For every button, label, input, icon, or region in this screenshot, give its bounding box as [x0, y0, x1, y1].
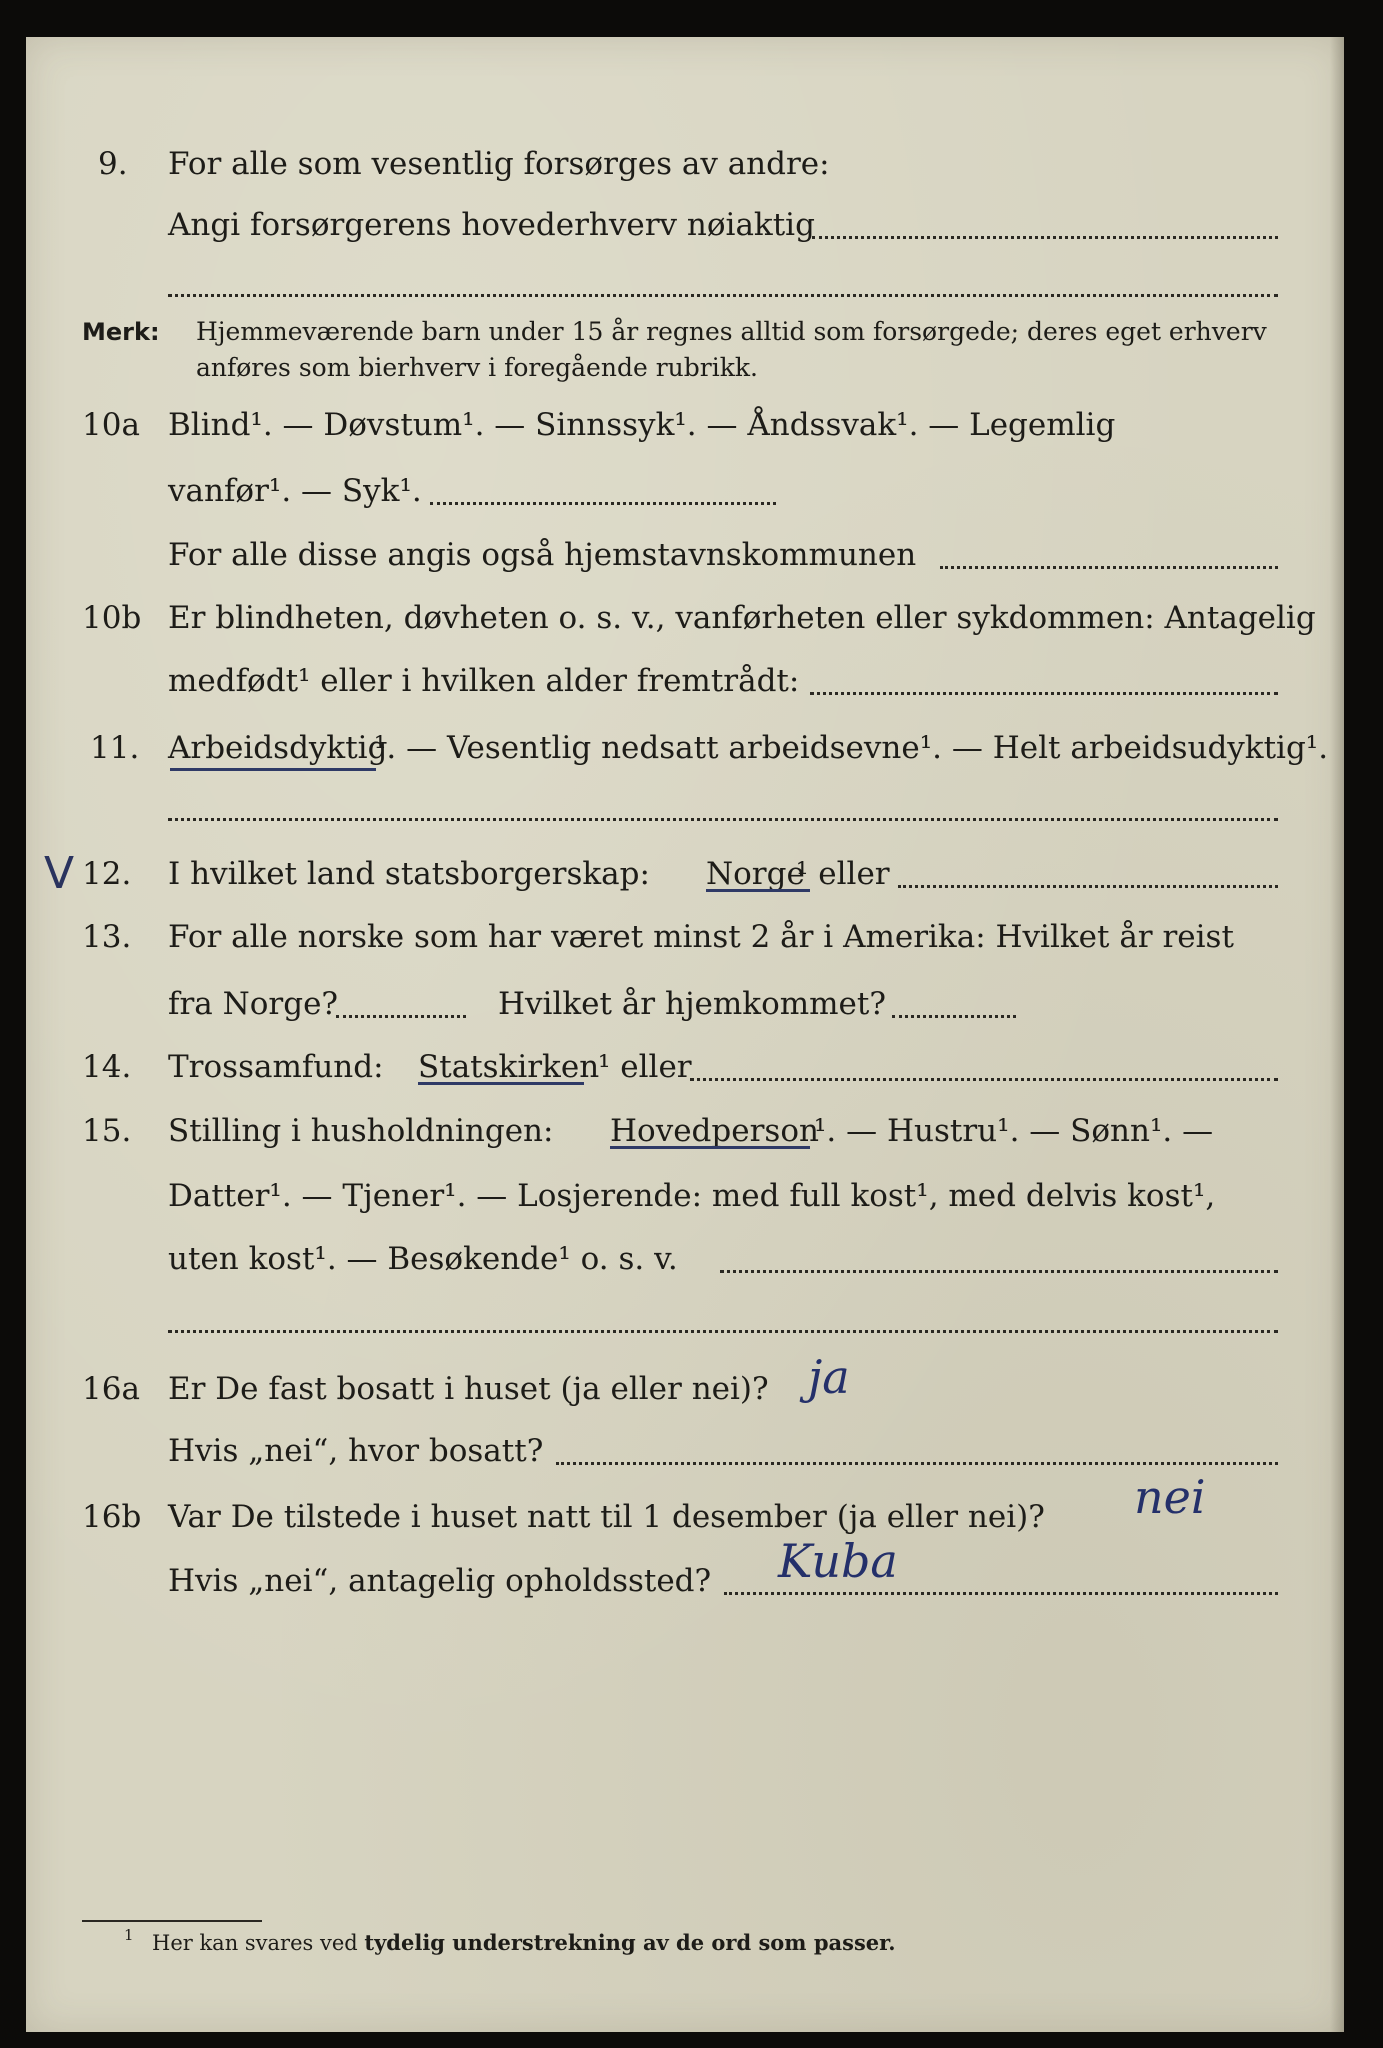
- q15-row-2: [0, 1175, 1383, 1217]
- q13-year-returned-line[interactable]: [892, 1015, 1016, 1018]
- q10a-home-line[interactable]: [940, 566, 1278, 569]
- q13-year-left-line[interactable]: [336, 1015, 466, 1018]
- q10a-row: [0, 404, 1383, 446]
- q9-row-2: [0, 204, 1383, 246]
- q15-text-2: ¹. — Hustru¹. — Sønn¹. —: [814, 1113, 1214, 1149]
- q16b-row-2: [0, 1560, 1383, 1602]
- q9-number: 9.: [98, 146, 128, 182]
- merk-row-2: [0, 347, 1383, 389]
- q14-underline-mark: [418, 1082, 584, 1085]
- q14-option-statskirken[interactable]: Statskirken: [418, 1049, 600, 1085]
- margin-check-mark: V: [44, 848, 75, 899]
- q10a-row-3: [0, 534, 1383, 576]
- q16a-row: [0, 1368, 1383, 1410]
- q9-text-2: Angi forsørgerens hovederhverv nøiaktig: [168, 207, 815, 243]
- section-divider: [168, 294, 1278, 297]
- footnote-rule: [82, 1920, 262, 1922]
- merk-label: Merk:: [82, 318, 160, 346]
- q14-answer-line[interactable]: [690, 1078, 1278, 1081]
- q10b-text-2: medfødt¹ eller i hvilken alder fremtrådt:: [168, 663, 800, 699]
- q13-row-2: [0, 983, 1383, 1025]
- q9-row: [0, 143, 1383, 185]
- q12-text-2: ¹ eller: [796, 856, 890, 892]
- q15-number: 15.: [82, 1113, 132, 1149]
- q10b-row-2: [0, 660, 1383, 702]
- q16b-text-2: Hvis „nei“, antagelig opholdssted?: [168, 1563, 712, 1599]
- q15-text-3: Datter¹. — Tjener¹. — Losjerende: med full kost¹, med delvis kost¹,: [168, 1178, 1216, 1214]
- footnote-text: Her kan svares ved: [152, 1931, 365, 1955]
- q9-text: For alle som vesentlig forsørges av andre:: [168, 146, 830, 182]
- q16b-text: Var De tilstede i huset natt til 1 desember (ja eller nei)?: [168, 1499, 1045, 1535]
- merk-text-2: anføres som bierhverv i foregående rubrikk.: [196, 353, 758, 382]
- q10a-text-3: For alle disse angis også hjemstavnskommunen: [168, 537, 917, 573]
- footnote-marker: 1: [124, 1926, 134, 1944]
- q11-number: 11.: [90, 730, 140, 766]
- q15-text: Stilling i husholdningen:: [168, 1113, 554, 1149]
- q10a-answer-line[interactable]: [430, 502, 776, 505]
- footnote: [152, 1930, 896, 1955]
- q13-text-3: Hvilket år hjemkommet?: [498, 986, 886, 1022]
- q15-option-hovedperson[interactable]: Hovedperson: [610, 1113, 819, 1149]
- q11-underline-mark: [170, 768, 376, 771]
- q13-row: [0, 916, 1383, 958]
- q16a-number: 16a: [82, 1371, 140, 1407]
- q16a-text: Er De fast bosatt i huset (ja eller nei)?: [168, 1371, 769, 1407]
- q12-underline-mark: [706, 889, 810, 892]
- q10b-row: [0, 597, 1383, 639]
- q14-number: 14.: [82, 1049, 132, 1085]
- q15-underline-mark: [610, 1146, 810, 1149]
- q16a-handwritten-answer[interactable]: ja: [808, 1350, 850, 1404]
- footnote-bold-text: tydelig understrekning av de ord som passer.: [364, 1930, 896, 1955]
- q10b-text: Er blindheten, døvheten o. s. v., vanførheten eller sykdommen: Antagelig: [168, 600, 1316, 636]
- q9-answer-line[interactable]: [812, 236, 1278, 239]
- q16b-number: 16b: [82, 1499, 142, 1535]
- q16a-row-2: [0, 1430, 1383, 1472]
- q12-text: I hvilket land statsborgerskap:: [168, 856, 650, 892]
- q11-text: ¹. — Vesentlig nedsatt arbeidsevne¹. — Helt arbeidsudyktig¹.: [374, 730, 1329, 766]
- q13-number: 13.: [82, 919, 132, 955]
- q12-row: [0, 853, 1383, 895]
- q15-row-3: [0, 1238, 1383, 1280]
- q10a-text: Blind¹. — Døvstum¹. — Sinnssyk¹. — Åndssvak¹. — Legemlig: [168, 407, 1116, 443]
- q14-row: [0, 1046, 1383, 1088]
- q10b-number: 10b: [82, 600, 142, 636]
- q15-text-4: uten kost¹. — Besøkende¹ o. s. v.: [168, 1241, 678, 1277]
- section-divider-3: [168, 1330, 1278, 1333]
- q13-text: For alle norske som har været minst 2 år i Amerika: Hvilket år reist: [168, 919, 1234, 955]
- q16a-answer-line[interactable]: [556, 1462, 1278, 1465]
- q11-row: [0, 727, 1383, 769]
- q12-answer-line[interactable]: [898, 885, 1278, 888]
- q15-answer-line[interactable]: [720, 1270, 1278, 1273]
- section-divider-2: [168, 818, 1278, 821]
- q12-option-norge[interactable]: Norge: [706, 856, 805, 892]
- q10a-text-2: vanfør¹. — Syk¹.: [168, 473, 422, 509]
- q16b-handwritten-place[interactable]: Kuba: [778, 1534, 898, 1588]
- q14-text-2: ¹ eller: [598, 1049, 692, 1085]
- q10b-answer-line[interactable]: [810, 692, 1278, 695]
- q12-number: 12.: [82, 856, 132, 892]
- q16b-answer-line[interactable]: [724, 1592, 1278, 1595]
- q14-text: Trossamfund:: [168, 1049, 384, 1085]
- q13-text-2: fra Norge?: [168, 986, 339, 1022]
- merk-text: Hjemmeværende barn under 15 år regnes alltid som forsørgede; deres eget erhverv: [196, 317, 1267, 346]
- q10a-row-2: [0, 470, 1383, 512]
- q11-option-arbeidsdyktig[interactable]: Arbeidsdyktig: [168, 730, 388, 766]
- q16b-handwritten-answer[interactable]: nei: [1134, 1470, 1206, 1524]
- q16a-text-2: Hvis „nei“, hvor bosatt?: [168, 1433, 544, 1469]
- q10a-number: 10a: [82, 407, 140, 443]
